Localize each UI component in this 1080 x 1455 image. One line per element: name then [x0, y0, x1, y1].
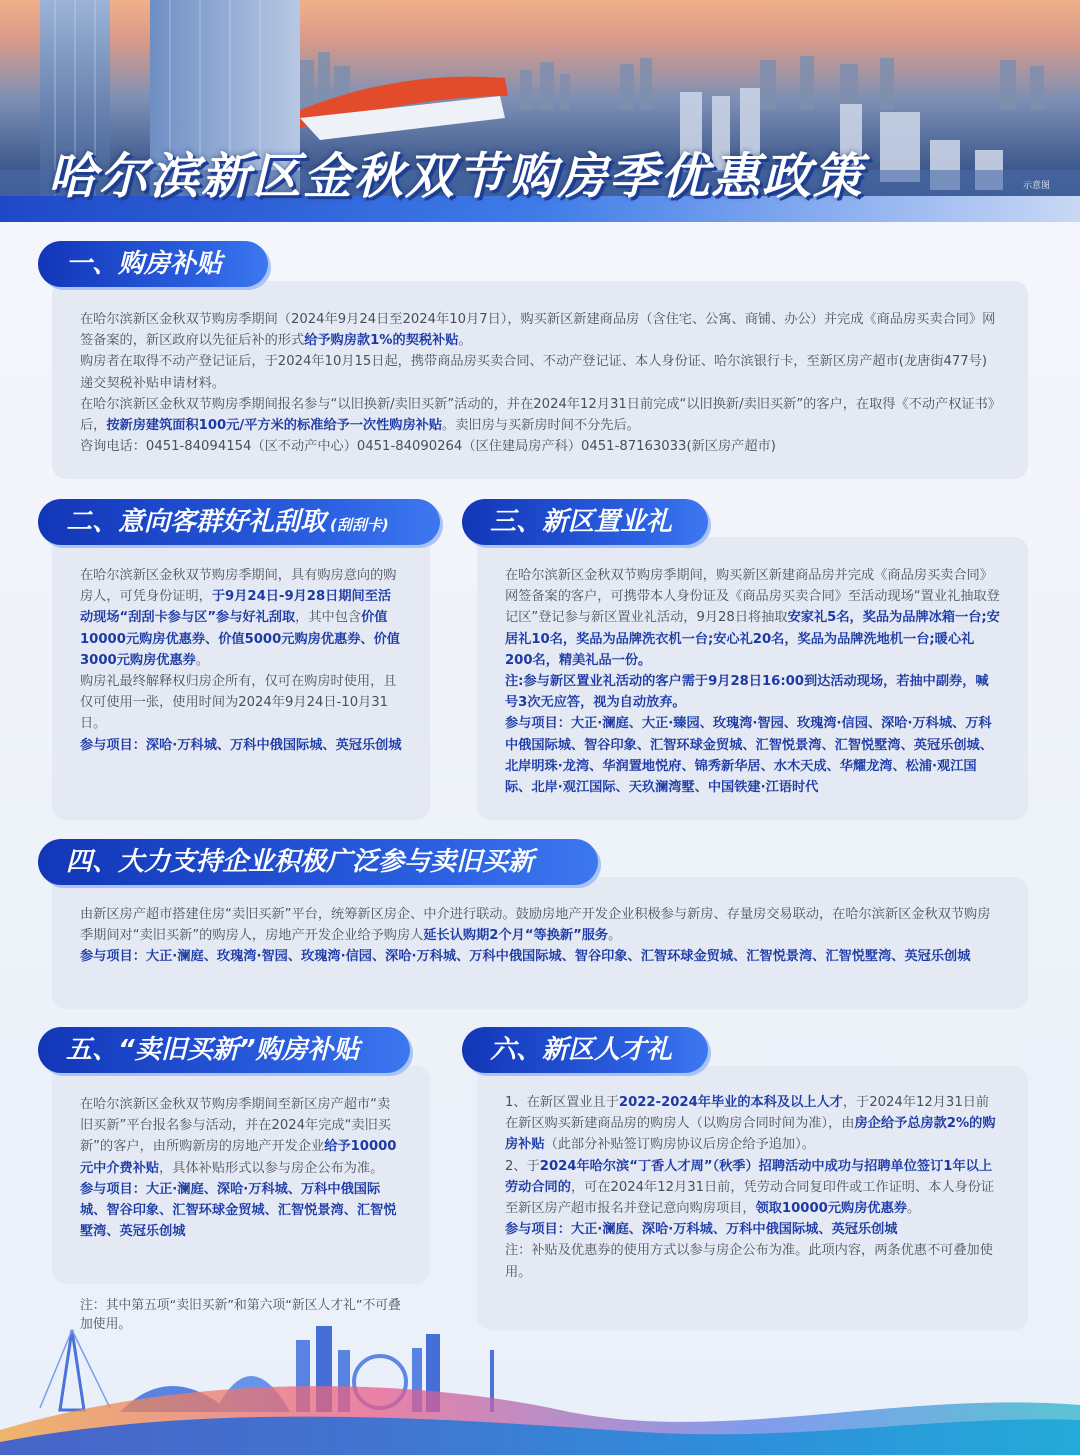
section-3-projects: 参与项目：大正·澜庭、大正·臻园、玫瑰湾·智园、玫瑰湾·信园、深哈·万科城、万科中俄国际城、智谷印象、汇智环球金贸城、汇智悦景湾、汇智悦墅湾、英冠乐创城、北岸明珠·龙湾、华润置地悦府、锦秀新华居、水木天成、华耀龙湾、松浦·观江国际、北岸·观江国际、天玖澜湾墅、中国铁建·江语时代: [505, 716, 993, 796]
footnote: 注：其中第五项“卖旧买新”和第六项“新区人才礼”不可叠加使用。: [80, 1298, 401, 1332]
section-4-heading: [38, 839, 598, 885]
section-2-heading-text: 二、意向客群好礼刮取: [66, 507, 327, 537]
section-3-heading: [462, 499, 708, 545]
section-6-projects: 参与项目：大正·澜庭、深哈·万科城、万科中俄国际城、英冠乐创城: [505, 1222, 898, 1238]
section-5-heading: [38, 1027, 410, 1073]
section-6-note: 注：补贴及优惠券的使用方式以参与房企公布为准。此项内容，两条优惠不可叠加使用。: [505, 1243, 993, 1280]
section-4-panel: [52, 877, 1028, 1009]
section-4-projects: 参与项目：大正·澜庭、玫瑰湾·智园、玫瑰湾·信园、深哈·万科城、万科中俄国际城、智谷印象、汇智环球金贸城、汇智悦景湾、汇智悦墅湾、英冠乐创城: [80, 949, 971, 965]
section-3-note: 注:参与新区置业礼活动的客户需于9月28日16:00到达活动现场，若抽中副券，喊号3次无应答，视为自动放弃。: [505, 674, 989, 711]
section-4-heading-text: 四、大力支持企业积极广泛参与卖旧买新: [66, 847, 535, 877]
watermark-label: 示意图: [1022, 181, 1050, 191]
section-2-heading: [38, 499, 440, 545]
section-3-paragraph-1: 在哈尔滨新区金秋双节购房季期间，购买新区新建商品房并完成《商品房买卖合同》网签备案的客户，可携带本人身份证及《商品房买卖合同》至活动现场“置业礼抽取登记区”登记参与新区置业礼活动，9月28日将抽取安家礼5名，奖品为品牌冰箱一台;安居礼10名，奖品为品牌洗衣机一台;安心礼20名，奖品为品牌洗地机一台;暖心礼200名，精美礼品一份。: [505, 568, 1000, 668]
section-1-paragraph-3: 在哈尔滨新区金秋双节购房季期间报名参与“以旧换新/卖旧买新”活动的，并在2024年12月31日前完成“以旧换新/卖旧买新”的客户，在取得《不动产权证书》后，按新房建筑面积100元/平方米的标准给予一次性购房补贴。卖旧房与买新房时间不分先后。: [80, 396, 995, 434]
section-3-panel: [477, 537, 1028, 820]
header-banner: [0, 0, 1080, 222]
section-1-contact: 咨询电话：0451-84094154（区不动产中心）0451-84090264（区住建局房产科）0451-87163033(新区房产超市): [80, 439, 776, 455]
page-title: 哈尔滨新区金秋双节购房季优惠政策: [48, 148, 865, 205]
section-5-projects: 参与项目：大正·澜庭、深哈·万科城、万科中俄国际城、智谷印象、汇智环球金贸城、汇智悦景湾、汇智悦墅湾、英冠乐创城: [80, 1181, 397, 1240]
footer-skyline-illustration: [0, 1320, 1080, 1455]
section-4-paragraph-1: 由新区房产超市搭建住房“卖旧买新”平台，统筹新区房企、中介进行联动。鼓励房地产开发企业积极参与新房、存量房交易联动，在哈尔滨新区金秋双节购房季期间对“卖旧买新”的购房人，房地产开发企业给予购房人延长认购期2个月“等换新”服务。: [80, 907, 991, 944]
section-5-heading-text: 五、“卖旧买新”购房补贴: [66, 1035, 360, 1065]
section-6-panel: [477, 1066, 1028, 1330]
section-6-heading-text: 六、新区人才礼: [490, 1035, 673, 1065]
section-2-paragraph-2: 购房礼最终解释权归房企所有，仅可在购房时使用，且仅可使用一张，使用时间为2024年9月24日-10月31日。: [80, 674, 397, 732]
section-6-paragraph-1: 1、在新区置业且于2022-2024年毕业的本科及以上人才，于2024年12月31日前在新区购买新建商品房的购房人（以购房合同时间为准），由房企给予总房款2%的购房补贴（此部分补贴签订购房协议后房企给予追加）。: [505, 1095, 996, 1153]
section-2-panel: [52, 537, 430, 820]
section-5-panel: [52, 1066, 430, 1284]
section-2-paragraph-1: 在哈尔滨新区金秋双节购房季期间，具有购房意向的购房人，可凭身份证明，于9月24日-9月28日期间至活动现场“刮刮卡参与区”参与好礼刮取，其中包含价值10000元购房优惠券、价值5000元购房优惠券、价值3000元购房优惠券。: [80, 568, 400, 668]
section-1-heading: [38, 241, 268, 287]
section-3-heading-text: 三、新区置业礼: [490, 507, 673, 537]
section-6-heading: [462, 1027, 708, 1073]
section-6-paragraph-2: 2、于2024年哈尔滨“丁香人才周”（秋季）招聘活动中成功与招聘单位签订1年以上劳动合同的，可在2024年12月31日前，凭劳动合同复印件或工作证明、本人身份证至新区房产超市报名并登记意向购房项目，领取10000元购房优惠券。: [505, 1158, 995, 1217]
section-5-paragraph-1: 在哈尔滨新区金秋双节购房季期间至新区房产超市“卖旧买新”平台报名参与活动，并在2024年完成“卖旧买新”的客户，由所购新房的房地产开发企业给予10000元中介费补贴，具体补贴形式以参与房企公布为准。: [80, 1097, 397, 1176]
section-1-paragraph-1: 在哈尔滨新区金秋双节购房季期间（2024年9月24日至2024年10月7日），购买新区新建商品房（含住宅、公寓、商铺、办公）并完成《商品房买卖合同》网签备案的，新区政府以先征后补的形式给予购房款1%的契税补贴。: [80, 312, 996, 349]
section-2-projects: 参与项目：深哈·万科城、万科中俄国际城、英冠乐创城: [80, 737, 402, 753]
section-1-paragraph-2: 购房者在取得不动产登记证后，于2024年10月15日起，携带商品房买卖合同、不动产登记证、本人身份证、哈尔滨银行卡，至新区房产超市(龙唐街477号)递交契税补贴申请材料。: [80, 354, 988, 391]
section-2-heading-note: (刮刮卡): [330, 516, 389, 534]
section-1-panel: [52, 281, 1028, 479]
section-1-heading-text: 一、购房补贴: [66, 249, 223, 279]
